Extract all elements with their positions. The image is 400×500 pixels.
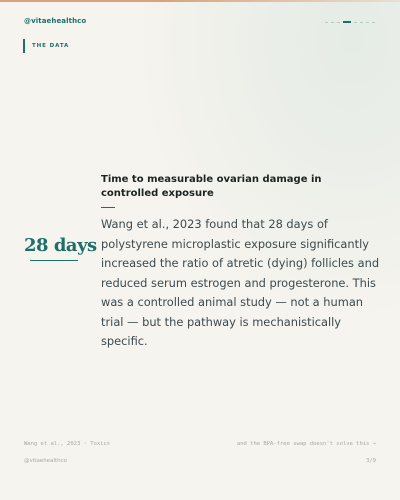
headline-divider bbox=[101, 207, 115, 208]
top-accent-line bbox=[0, 0, 400, 2]
progress-dot bbox=[366, 22, 369, 23]
headline: Time to measurable ovarian damage in controlled exposure bbox=[101, 174, 322, 199]
section-label-text: THE DATA bbox=[32, 43, 70, 49]
progress-dot bbox=[337, 22, 340, 23]
progress-dots bbox=[325, 21, 375, 23]
next-slide-teaser: and the BPA-free swap doesn't solve this → bbox=[236, 441, 376, 447]
progress-dot bbox=[354, 22, 357, 23]
brand-handle: @vitaehealthco bbox=[24, 17, 87, 25]
progress-dot bbox=[360, 22, 363, 23]
progress-dot bbox=[325, 22, 328, 23]
stat-underline bbox=[30, 260, 78, 261]
section-label bbox=[23, 39, 69, 53]
progress-dot-active bbox=[343, 21, 351, 23]
body-text: Wang et al., 2023 found that 28 days of polystyrene microplastic exposure significantly increased the ratio of atretic (dying) follicles and reduced serum estrogen and progesterone. This was a controlled animal study — not a human trial — but the pathway is mechanistically specific. bbox=[101, 217, 380, 348]
page-indicator: 3/9 bbox=[366, 458, 376, 464]
footer-handle: @vitaehealthco bbox=[24, 458, 67, 464]
citation: Wang et al., 2023 · Toxics bbox=[24, 441, 111, 447]
progress-dot bbox=[331, 22, 334, 23]
stat-value: 28 days bbox=[24, 235, 97, 256]
progress-dot bbox=[372, 22, 375, 23]
